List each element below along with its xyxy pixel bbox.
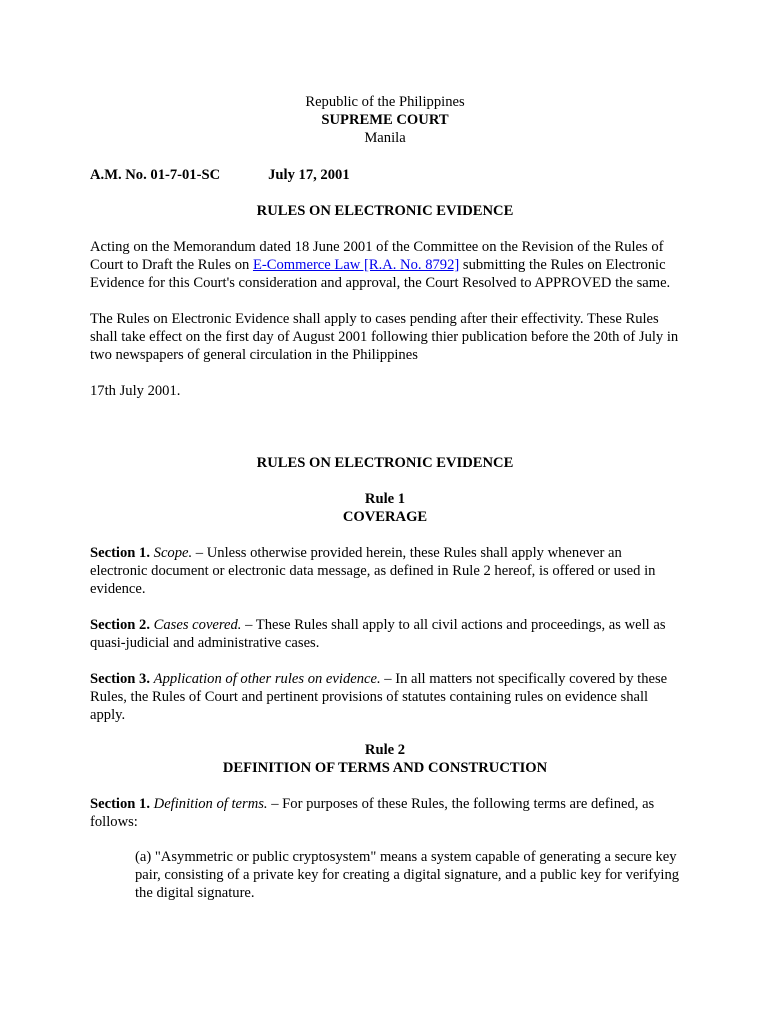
resolution-paragraph xyxy=(90,238,680,292)
rule-2-heading xyxy=(90,741,680,777)
section-text: – For purposes of these Rules, the following terms are defined, as follows: xyxy=(90,796,655,830)
section-number: Section 2. xyxy=(90,617,150,633)
rule-1-section-1 xyxy=(90,544,680,598)
case-date: July 17, 2001 xyxy=(268,167,350,183)
paragraph-text-after-link: submitting the Rules on Electronic Evidence for this Court's consideration and approval, the Court Resolved to APPROVED the same. xyxy=(90,257,671,291)
document-page xyxy=(90,93,680,902)
section-number: Section 1. xyxy=(90,796,150,812)
rule-1-heading xyxy=(90,490,680,526)
rule-2-number: Rule 2 xyxy=(364,742,406,758)
rules-title: RULES ON ELECTRONIC EVIDENCE xyxy=(256,455,514,471)
case-number: A.M. No. 01-7-01-SC xyxy=(90,167,221,183)
rule-1-number: Rule 1 xyxy=(364,491,406,507)
paragraph-text-before-link: Acting on the Memorandum dated 18 June 2001 of the Committee on the Revision of the Rules of Court to Draft the Rules on xyxy=(90,239,664,273)
document-header xyxy=(90,93,680,147)
dated-line: 17th July 2001. xyxy=(90,383,181,399)
section-title: Scope. xyxy=(153,545,193,561)
rule-1-section-2 xyxy=(90,616,680,652)
section-title: Application of other rules on evidence. xyxy=(153,671,381,687)
definition-a: (a) "Asymmetric or public cryptosystem" means a system capable of generating a secure key pair, consisting of a private key for creating a digital signature, and a public key for verifying the digital signature. xyxy=(135,849,680,901)
document-title: RULES ON ELECTRONIC EVIDENCE xyxy=(256,203,514,219)
section-text: – In all matters not specifically covered by these Rules, the Rules of Court and pertinent provisions of statutes containing rules on evidence shall apply. xyxy=(90,671,668,723)
case-number-line xyxy=(90,166,680,184)
section-number: Section 3. xyxy=(90,671,150,687)
section-title: Cases covered. xyxy=(153,617,242,633)
rule-1-title: COVERAGE xyxy=(342,509,428,525)
ecommerce-law-link[interactable]: E-Commerce Law [R.A. No. 8792] xyxy=(252,257,460,273)
effectivity-paragraph: The Rules on Electronic Evidence shall apply to cases pending after their effectivity. These Rules shall take effect on the first day of August 2001 following thier publication before the 20th of July in two newspapers of general circulation in the Philippines xyxy=(90,311,679,363)
republic-line: Republic of the Philippines xyxy=(305,94,465,110)
rule-1-section-3 xyxy=(90,670,680,724)
city-line: Manila xyxy=(364,130,406,146)
rule-2-title: DEFINITION OF TERMS AND CONSTRUCTION xyxy=(222,760,548,776)
rule-2-section-1 xyxy=(90,795,680,831)
section-text: – Unless otherwise provided herein, these Rules shall apply whenever an electronic document or electronic data message, as defined in Rule 2 hereof, is offered or used in evidence. xyxy=(90,545,656,597)
section-text: – These Rules shall apply to all civil actions and proceedings, as well as quasi-judicial and administrative cases. xyxy=(90,617,666,651)
court-name: SUPREME COURT xyxy=(321,112,449,128)
section-title: Definition of terms. xyxy=(153,796,268,812)
section-number: Section 1. xyxy=(90,545,150,561)
